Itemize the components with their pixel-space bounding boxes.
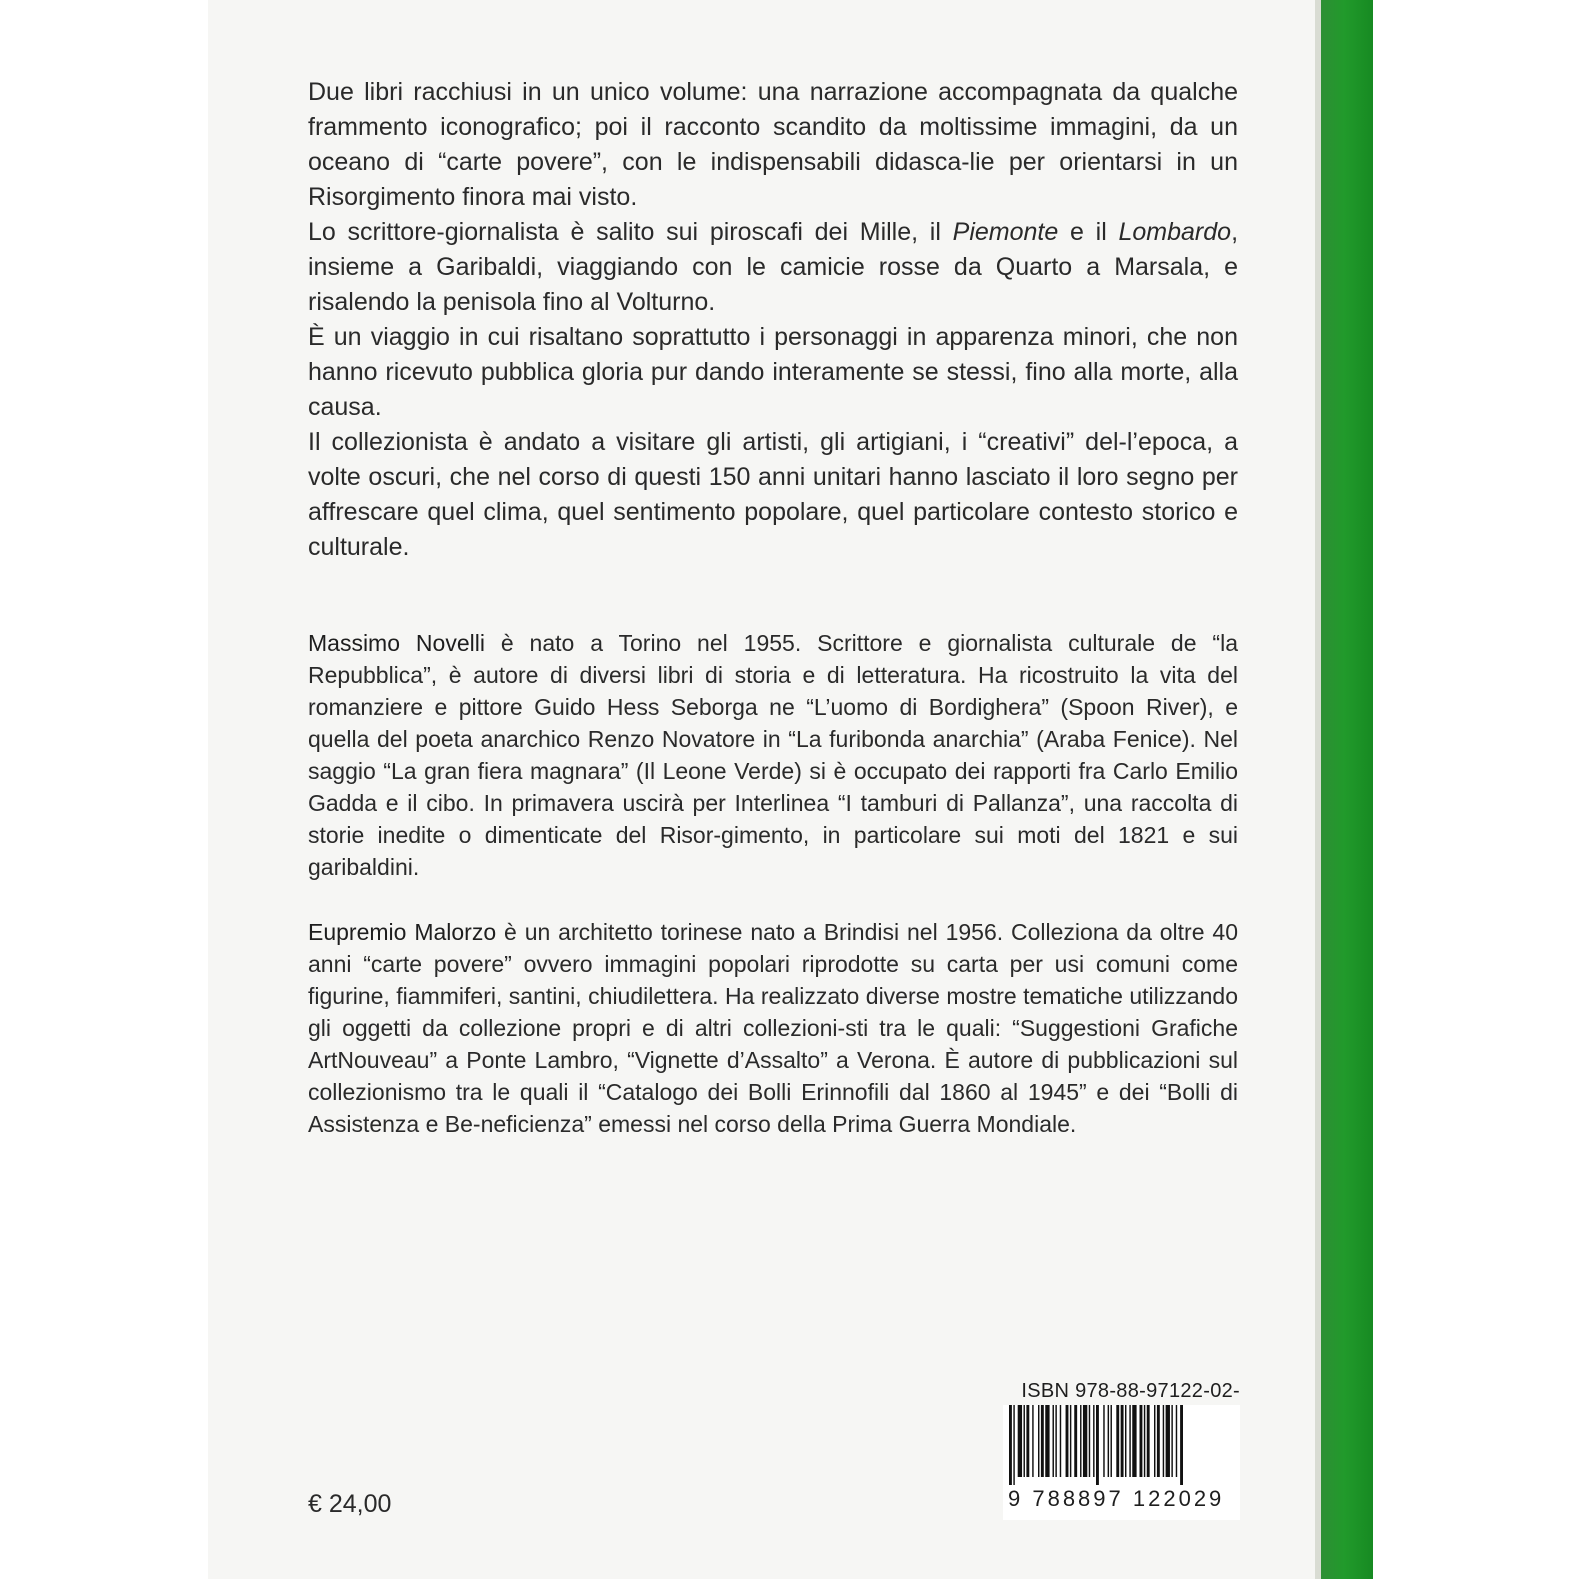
cover-blurb	[308, 75, 1238, 565]
bio-novelli-paragraph	[308, 627, 1238, 883]
author-bio-malorzo	[308, 916, 1238, 1140]
bio-malorzo-text: è un architetto torinese nato a Brindisi nel 1956. Colleziona da oltre 40 anni “carte povere” ovvero immagini popolari riprodotte su carta per usi comuni come figurine, fiammiferi, santini, chiudilettera. Ha realizzato diverse mostre tematiche utilizzando gli oggetti da collezione propri e di altri collezioni-sti tra le quali: “Suggestioni Grafiche ArtNouveau” a Ponte Lambro, “Vignette d’Assalto” a Verona. È autore di pubblicazioni sul collezionismo tra le quali il “Catalogo dei Bolli Erinnofili dal 1860 al 1945” e dei “Bolli di Assistenza e Be-neficienza” emessi nel corso della Prima Guerra Mondiale.	[308, 919, 1238, 1137]
bio-malorzo-paragraph	[308, 916, 1238, 1140]
author-bio-novelli	[308, 627, 1238, 883]
blurb-paragraph-3: È un viaggio in cui risaltano soprattutto i personaggi in apparenza minori, che non hanno ricevuto pubblica gloria pur dando interamente se stessi, fino alla morte, alla causa.	[308, 323, 1238, 421]
barcode-digits: 9 788897 122029	[1008, 1486, 1225, 1511]
ship-name-lombardo: Lombardo	[1118, 218, 1232, 246]
blurb-p2-end: , insieme a Garibaldi, viaggiando con le camicie rosse da Quarto a Marsala, e risalendo la penisola fino al Volturno.	[308, 218, 1239, 316]
author-name-novelli: Massimo Novelli	[308, 630, 485, 656]
bio-novelli-text: è nato a Torino nel 1955. Scrittore e giornalista culturale de “la Repubblica”, è autore di diversi libri di storia e di letteratura. Ha ricostruito la vita del romanziere e pittore Guido Hess Seborga ne “L’uomo di Bordighera” (Spoon River), e quella del poeta anarchico Renzo Novatore in “La furibonda anarchia” (Araba Fenice). Nel saggio “La gran fiera magnara” (Il Leone Verde) si è occupato dei rapporti fra Carlo Emilio Gadda e il cibo. In primavera uscirà per Interlinea “I tamburi di Pallanza”, una raccolta di storie inedite o dimenticate del Risor-gimento, in particolare sui moti del 1821 e sui garibaldini.	[308, 630, 1238, 880]
barcode-bars	[1003, 1405, 1240, 1485]
blurb-p2-start: Lo scrittore-giornalista è salito sui piroscafi dei Mille, il	[308, 218, 953, 246]
ship-name-piemonte: Piemonte	[952, 218, 1059, 246]
blurb-paragraph-2	[308, 215, 1238, 320]
price-label: € 24,00	[308, 1490, 392, 1518]
blurb-paragraph-4: Il collezionista è andato a visitare gli artisti, gli artigiani, i “creativi” del-l’epoca, a volte oscuri, che nel corso di questi 150 anni unitari hanno lasciato il loro segno per affrescare quel clima, quel sentimento popolare, quel particolare contesto storico e culturale.	[308, 428, 1238, 561]
isbn-label: ISBN 978-88-97122-02-	[1021, 1380, 1240, 1402]
green-spine	[1321, 0, 1373, 1579]
blurb-p2-mid: e il	[1058, 218, 1119, 246]
blurb-paragraph-1: Due libri racchiusi in un unico volume: una narrazione accompagnata da qualche frammento iconografico; poi il racconto scandito da moltissime immagini, da un oceano di “carte povere”, con le indispensabili didasca-lie per orientarsi in un Risorgimento finora mai visto.	[308, 78, 1238, 211]
author-name-malorzo: Eupremio Malorzo	[308, 919, 497, 945]
